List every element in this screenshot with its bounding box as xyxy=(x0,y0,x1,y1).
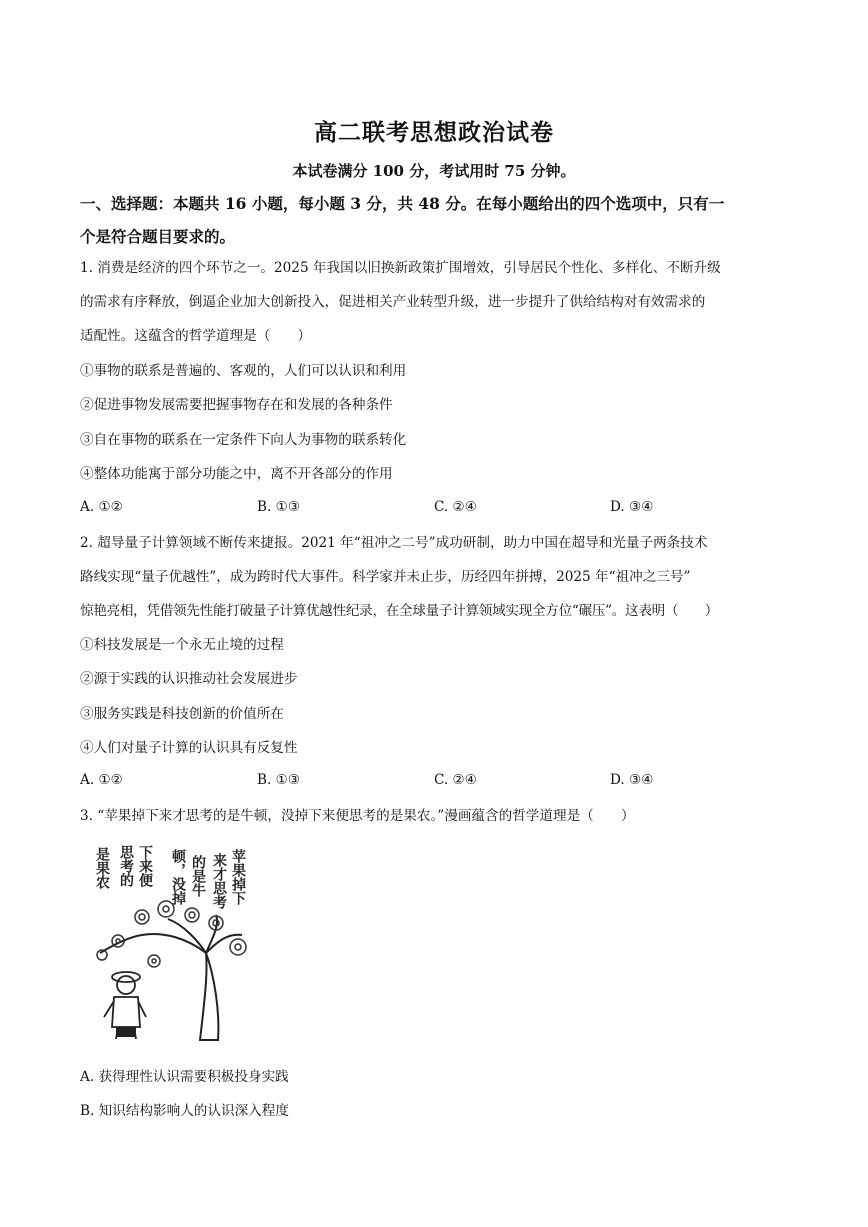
q1-item: ①事物的联系是普遍的、客观的，人们可以认识和利用 xyxy=(80,363,407,379)
q2-item: ③服务实践是科技创新的价值所在 xyxy=(80,706,284,722)
q3-option-a: A. 获得理性认识需要积极投身实践 xyxy=(80,1069,289,1085)
q1-option-d: D. ③④ xyxy=(610,499,654,515)
cartoon-text-col6: 思考的 xyxy=(118,845,134,887)
q2-item: ④人们对量子计算的认识具有反复性 xyxy=(80,740,298,756)
q3-option-b: B. 知识结构影响人的认识深入程度 xyxy=(80,1103,289,1119)
q1-item: ③自在事物的联系在一定条件下向人为事物的联系转化 xyxy=(80,432,407,448)
cartoon-text-col2: 来才思考 xyxy=(211,853,227,909)
q1-stem-line: 适配性。这蕴含的哲学道理是（ ） xyxy=(80,328,312,344)
q1-option-a: A. ①② xyxy=(80,499,123,515)
q1-stem-line: 1. 消费是经济的四个环节之一。2025 年我国以旧换新政策扩围增效，引导居民个性化、多样化、不断升级 xyxy=(80,260,721,276)
q2-option-b: B. ①③ xyxy=(257,772,301,788)
q1-option-b: B. ①③ xyxy=(257,499,301,515)
q1-stem-line: 的需求有序释放，倒逼企业加大创新投入，促进相关产业转型升级，进一步提升了供给结构对有效需求的 xyxy=(80,294,706,310)
q1-item: ②促进事物发展需要把握事物存在和发展的各种条件 xyxy=(80,397,393,413)
section-heading-line2: 个是符合题目要求的。 xyxy=(80,227,236,246)
cartoon-image xyxy=(88,835,256,1053)
q2-option-d: D. ③④ xyxy=(610,772,654,788)
q2-stem-line: 惊艳亮相，凭借领先性能打破量子计算优越性纪录，在全球量子计算领域实现全方位“碾压”。这表明（ ） xyxy=(80,603,719,619)
q1-item: ④整体功能寓于部分功能之中，离不开各部分的作用 xyxy=(80,466,393,482)
cartoon-text-col1: 苹果掉下 xyxy=(230,849,246,905)
q2-option-c: C. ②④ xyxy=(434,772,477,788)
cartoon-text-col7: 是果农 xyxy=(94,847,110,889)
q2-item: ①科技发展是一个永无止境的过程 xyxy=(80,637,284,653)
q2-stem-line: 路线实现“量子优越性”，成为跨时代大事件。科学家并未止步，历经四年拼搏，2025 年“祖冲之三号” xyxy=(80,569,691,585)
q2-stem-line: 2. 超导量子计算领域不断传来捷报。2021 年“祖冲之二号”成功研制，助力中国在超导和光量子两条技术 xyxy=(80,535,708,551)
section-heading-line1: 一、选择题：本题共 16 小题，每小题 3 分，共 48 分。在每小题给出的四个选项中，只有一 xyxy=(80,194,725,213)
cartoon-text-col3: 的是牛 xyxy=(190,855,206,897)
page-title: 高二联考思想政治试卷 xyxy=(314,119,554,146)
q2-option-a: A. ①② xyxy=(80,772,123,788)
cartoon-text-col5: 下来便 xyxy=(137,845,153,887)
q3-stem: 3. “苹果掉下来才思考的是牛顿，没掉下来便思考的是果农。”漫画蕴含的哲学道理是（ ） xyxy=(80,808,635,824)
cartoon-text-col4: 顿，没掉 xyxy=(170,849,186,905)
q1-option-c: C. ②④ xyxy=(434,499,477,515)
q2-item: ②源于实践的认识推动社会发展进步 xyxy=(80,671,298,687)
exam-instructions: 本试卷满分 100 分，考试用时 75 分钟。 xyxy=(292,162,576,180)
